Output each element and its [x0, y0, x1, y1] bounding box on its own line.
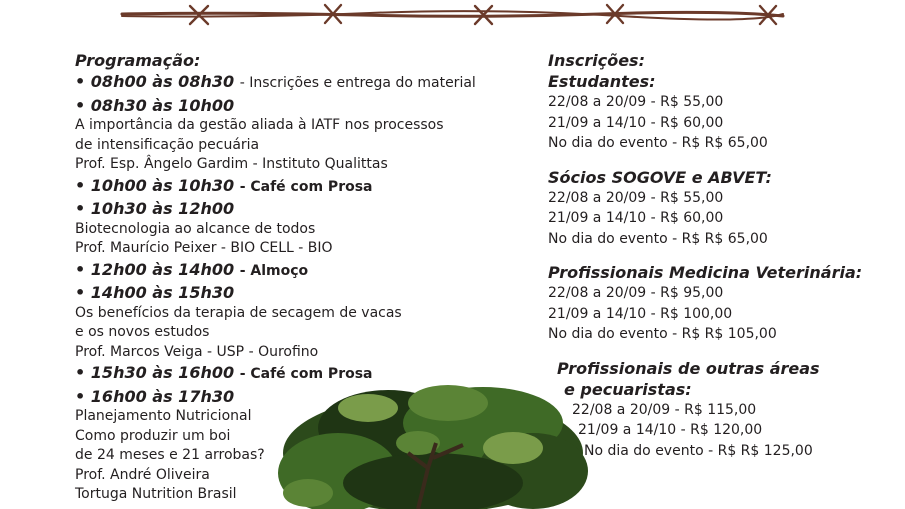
group-title: Profissionais de outras áreas	[557, 358, 820, 378]
talk-title-cont: de intensificação pecuária	[75, 136, 260, 153]
price-group-veterinarians	[548, 262, 898, 345]
price-line: No dia do evento - R$ R$ 65,00	[548, 230, 768, 247]
registration-heading: Inscrições:	[548, 51, 645, 70]
slot-description: - Inscrições e entrega do material	[239, 75, 476, 91]
slot-description: - Café com Prosa	[239, 178, 373, 195]
group-title-cont: e pecuaristas:	[564, 379, 692, 399]
speaker: Prof. Marcos Veiga - USP - Ourofino	[75, 343, 319, 360]
price-line: 21/09 a 14/10 - R$ 60,00	[548, 114, 724, 131]
time-slot: 10h30 às 12h00	[90, 199, 235, 218]
program-heading: Programação:	[75, 51, 201, 70]
price-line: 22/08 a 20/09 - R$ 115,00	[572, 401, 757, 418]
talk-title-cont: e os novos estudos	[75, 324, 210, 340]
program-item: • 08h30 às 10h00 A importância da gestão aliada à IATF nos processos de intensificação pecuária Prof. Esp. Ângelo Gardim - Instituto Qualittas	[75, 95, 515, 175]
price-line: No dia do evento - R$ R$ 125,00	[584, 442, 813, 459]
speaker: Prof. André Oliveira	[75, 466, 210, 483]
price-line: 22/08 a 20/09 - R$ 55,00	[548, 189, 724, 206]
talk-title: Planejamento Nutricional	[75, 408, 252, 424]
program-item: • 08h00 às 08h30 - Inscrições e entrega do material	[75, 72, 476, 91]
speaker: Prof. Esp. Ângelo Gardim - Instituto Qualittas	[75, 156, 388, 172]
talk-title: Biotecnologia ao alcance de todos	[75, 220, 316, 237]
speaker: Prof. Maurício Peixer - BIO CELL - BIO	[75, 240, 333, 256]
slot-description: - Café com Prosa	[239, 366, 373, 382]
program-item: • 10h00 às 10h30 - Café com Prosa	[75, 175, 373, 195]
talk-title: Os benefícios da terapia de secagem de vacas	[75, 304, 402, 321]
program-item: • 15h30 às 16h00 - Café com Prosa	[75, 363, 373, 382]
time-slot: 08h00 às 08h30	[90, 72, 235, 91]
group-title: Estudantes:	[548, 72, 656, 91]
speaker-company: Tortuga Nutrition Brasil	[75, 486, 237, 502]
slot-description: - Almoço	[239, 262, 309, 279]
time-slot: 16h00 às 17h30	[90, 386, 235, 406]
price-line: 22/08 a 20/09 - R$ 55,00	[548, 94, 724, 110]
registration-section	[548, 50, 898, 474]
price-line: No dia do evento - R$ R$ 65,00	[548, 135, 768, 151]
program-item: • 12h00 às 14h00 - Almoço	[75, 259, 309, 279]
price-line: 21/09 a 14/10 - R$ 60,00	[548, 210, 724, 226]
price-line: No dia do evento - R$ R$ 105,00	[548, 326, 777, 342]
barbed-wire-decoration	[120, 0, 785, 28]
price-group-other-professionals	[548, 358, 898, 462]
program-item: • 10h30 às 12h00 Biotecnologia ao alcance de todos Prof. Maurício Peixer - BIO CELL - BIO	[75, 198, 515, 259]
time-slot: 15h30 às 16h00	[90, 363, 235, 382]
talk-title-cont: de 24 meses e 21 arrobas?	[75, 447, 265, 463]
group-title: Sócios SOGOVE e ABVET:	[548, 167, 772, 187]
time-slot: 14h00 às 15h30	[90, 283, 235, 302]
group-title: Profissionais Medicina Veterinária:	[548, 263, 863, 282]
program-item: • 14h00 às 15h30 Os benefícios da terapia de secagem de vacas e os novos estudos Prof. Marcos Veiga - USP - Ourofino	[75, 282, 515, 362]
price-group-students	[548, 71, 898, 154]
program-item: • 16h00 às 17h30 Planejamento Nutricional Como produzir um boi de 24 meses e 21 arrobas? Prof. André Oliveira Tortuga Nutrition Brasil	[75, 386, 515, 505]
talk-title-cont: Como produzir um boi	[75, 427, 231, 444]
price-line: 21/09 a 14/10 - R$ 120,00	[578, 422, 763, 438]
time-slot: 12h00 às 14h00	[90, 259, 235, 279]
talk-title: A importância da gestão aliada à IATF nos processos	[75, 117, 444, 133]
price-line: 22/08 a 20/09 - R$ 95,00	[548, 285, 724, 301]
time-slot: 08h30 às 10h00	[90, 95, 235, 115]
price-group-members	[548, 167, 898, 250]
price-line: 21/09 a 14/10 - R$ 100,00	[548, 305, 733, 322]
time-slot: 10h00 às 10h30	[90, 175, 235, 195]
